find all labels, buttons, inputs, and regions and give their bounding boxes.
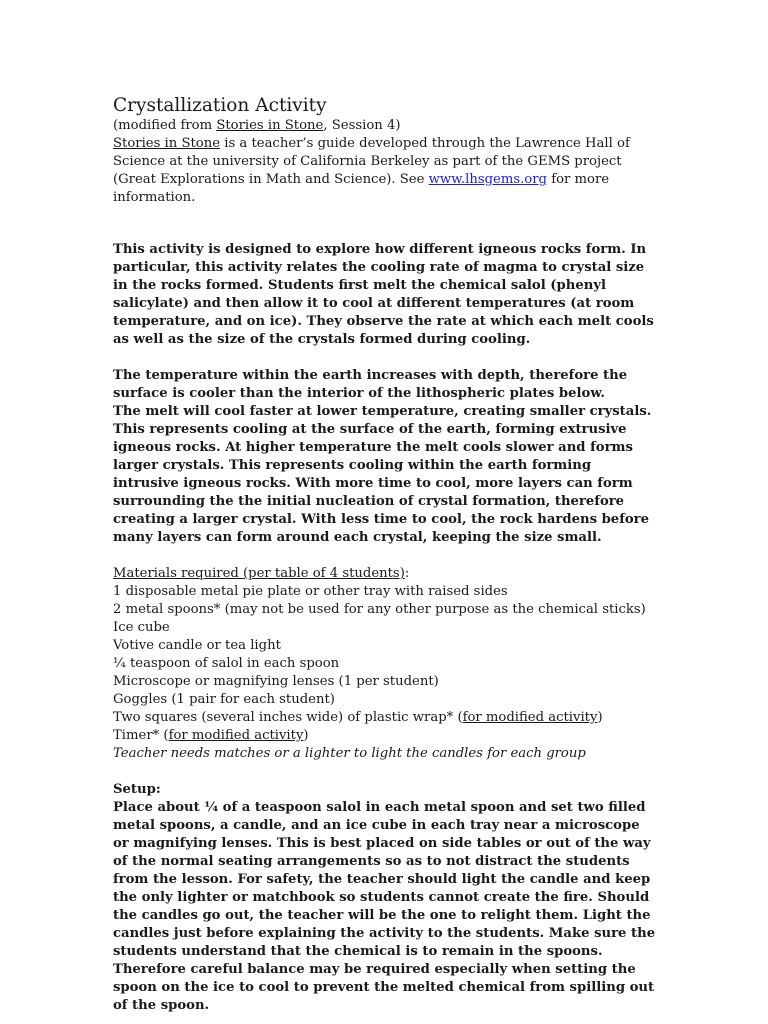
source-line — [113, 117, 658, 135]
lhsgems-link[interactable]: www.lhsgems.org — [428, 172, 547, 187]
list-item: 2 metal spoons* (may not be used for any other purpose as the chemical sticks) — [113, 602, 646, 617]
temperature-paragraph: The temperature within the earth increases with depth, therefore the surface is cooler than the interior of the lithospheric plates below. — [113, 368, 628, 401]
setup-paragraph: Place about ¼ of a teaspoon salol in each metal spoon and set two filled metal spoons, a candle, and an ice cube in each tray near a microscope or magnifying lenses. This is best placed on side tables or out of the way of the normal seating arrangements so as to not distract the students from the lesson. For safety, the teacher should light the candle and keep the only lighter or matchbook so students cannot create the fire. Should the candles go out, the teacher will be the one to relight them. Light the candles just before explaining the activity to the students. Make sure the students understand that the chemical is to remain in the spoons. Therefore careful balance may be required especially when setting the spoon on the ice to cool to prevent the melted chemical from spilling out of the spoon. — [113, 800, 656, 1013]
document-content — [113, 94, 658, 1015]
source-book-title: Stories in Stone — [216, 118, 324, 133]
list-item: 1 disposable metal pie plate or other tray with raised sides — [113, 584, 508, 599]
intro-text-1: is a teacher’s guide developed through the Lawrence Hall of Science at the university of California Berkeley as part of the GEMS project (Great Explorations in Math and Science). See — [113, 136, 630, 187]
setup-heading: Setup: — [113, 782, 161, 797]
intro-text-2: for more information. — [113, 172, 610, 205]
description-paragraph: This activity is designed to explore how different igneous rocks form. In particular, this activity relates the cooling rate of magma to crystal size in the rocks formed. Students first melt the chemical salol (phenyl salicylate) and then allow it to cool at different temperatures (at room temperature, and on ice). They observe the rate at which each melt cools as well as the size of the crystals formed during cooling. — [113, 242, 654, 347]
materials-heading: Materials required (per table of 4 students): — [113, 566, 410, 581]
list-item: Two squares (several inches wide) of plastic wrap* (for modified activity) — [113, 710, 603, 725]
list-item: Microscope or magnifying lenses (1 per student) — [113, 674, 439, 689]
page-title: Crystallization Activity — [113, 95, 327, 116]
list-item: Votive candle or tea light — [113, 638, 281, 653]
modified-activity-link[interactable]: for modified activity — [462, 710, 598, 725]
intro-paragraph — [113, 135, 658, 207]
list-item: Timer* (for modified activity) — [113, 728, 309, 743]
list-item: ¼ teaspoon of salol in each spoon — [113, 656, 340, 671]
list-item: Goggles (1 pair for each student) — [113, 692, 335, 707]
description-block — [113, 241, 658, 547]
teacher-note: Teacher needs matches or a lighter to light the candles for each group — [113, 746, 586, 761]
list-item: Ice cube — [113, 620, 170, 635]
source-block — [113, 117, 658, 207]
cooling-paragraph: The melt will cool faster at lower temperature, creating smaller crystals. This represents cooling at the surface of the earth, forming extrusive igneous rocks. At higher temperature the melt cools slower and forms larger crystals. This represents cooling within the earth forming intrusive igneous rocks. With more time to cool, more layers can form surrounding the the initial nucleation of crystal formation, therefore creating a larger crystal. With less time to cool, the rock hardens before many layers can form around each crystal, keeping the size small. — [113, 404, 652, 545]
modified-activity-link[interactable]: for modified activity — [168, 728, 304, 743]
source-suffix: , Session 4) — [323, 118, 401, 133]
materials-list — [113, 565, 658, 763]
setup-section — [113, 781, 658, 1015]
source-prefix: (modified from — [113, 118, 217, 133]
intro-book-title: Stories in Stone — [113, 136, 221, 151]
